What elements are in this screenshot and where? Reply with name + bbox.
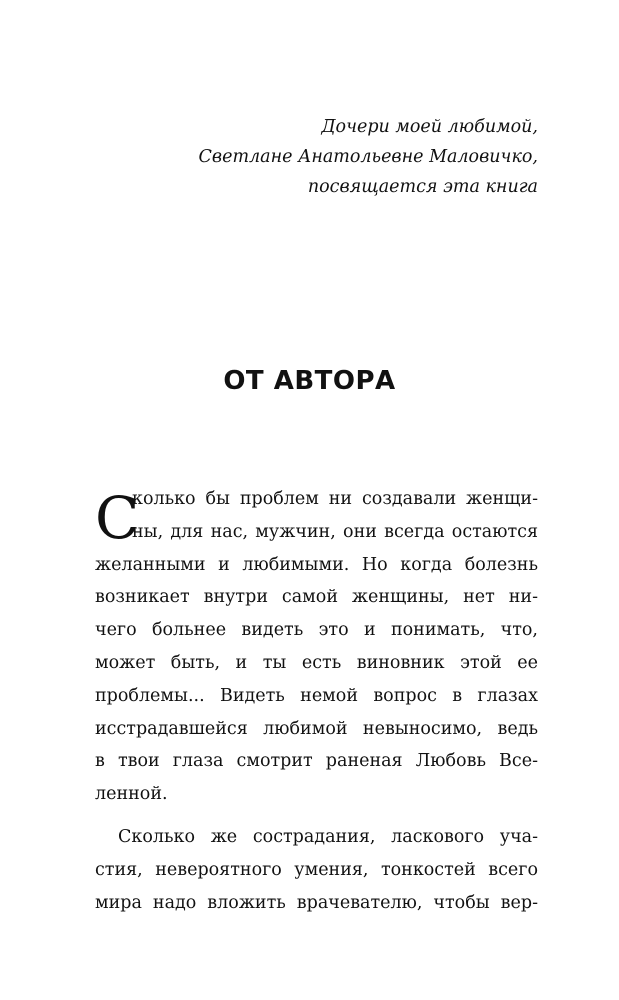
text-line: Сколько же сострадания, ласкового уча- bbox=[118, 826, 538, 847]
text-line: ленной. bbox=[95, 784, 168, 805]
dedication-line: посвящается эта книга bbox=[307, 177, 538, 197]
dedication-line: Дочери моей любимой, bbox=[321, 117, 538, 137]
text-line: колько бы проблем ни создавали женщи- bbox=[132, 489, 538, 509]
dedication-line: Светлане Анатольевне Маловичко, bbox=[198, 147, 538, 167]
text-line: в твои глаза смотрит раненая Любовь Все- bbox=[95, 751, 538, 772]
text-line: стия, невероятного умения, тонкостей всего bbox=[95, 859, 538, 880]
text-line: ны, для нас, мужчин, они всегда остаются bbox=[132, 521, 538, 542]
section-title: ОТ АВТОРА bbox=[223, 366, 396, 396]
text-line: проблемы... Видеть немой вопрос в глазах bbox=[95, 685, 538, 706]
text-line: желанными и любимыми. Но когда болезнь bbox=[95, 554, 538, 575]
text-line: возникает внутри самой женщины, нет ни- bbox=[95, 587, 538, 608]
body-text bbox=[95, 483, 538, 919]
text-line: может быть, и ты есть виновник этой ее bbox=[95, 652, 538, 673]
text-line: чего больнее видеть это и понимать, что, bbox=[95, 620, 538, 641]
paragraph-gap bbox=[95, 811, 538, 821]
text-line: мира надо вложить врачевателю, чтобы вер- bbox=[95, 892, 538, 913]
drop-cap: С bbox=[95, 484, 140, 552]
dedication bbox=[78, 112, 538, 202]
text-line: исстрадавшейся любимой невыносимо, ведь bbox=[95, 718, 538, 739]
